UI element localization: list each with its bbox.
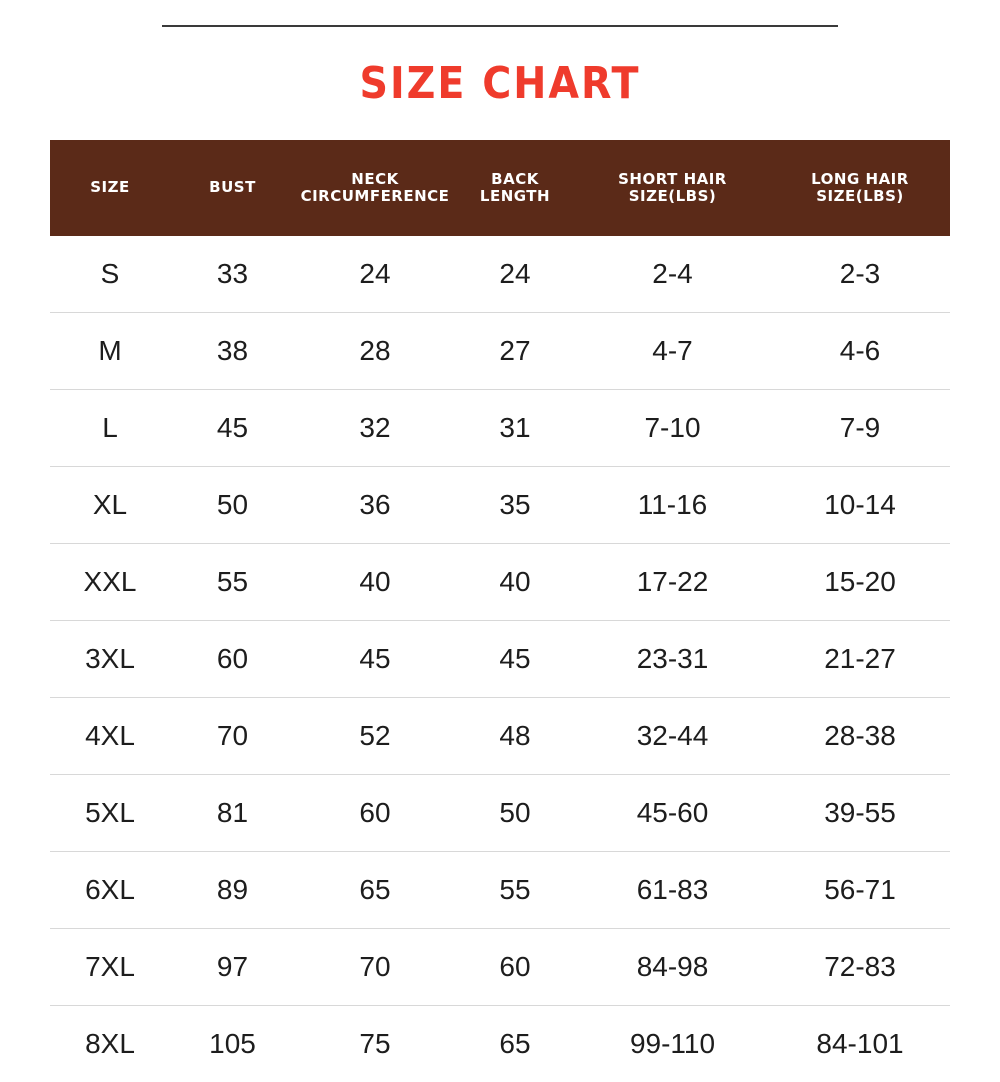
page-title: SIZE CHART [0, 58, 1000, 109]
cell-long_hair: 28-38 [770, 698, 950, 775]
table-row [50, 467, 950, 544]
cell-short_hair: 11-16 [575, 467, 770, 544]
cell-long_hair: 2-3 [770, 236, 950, 313]
cell-bust: 60 [170, 621, 295, 698]
cell-bust: 45 [170, 390, 295, 467]
cell-long_hair: 84-101 [770, 1006, 950, 1082]
cell-neck: 45 [295, 621, 455, 698]
cell-bust: 105 [170, 1006, 295, 1082]
column-header-short_hair [575, 140, 770, 236]
cell-neck: 28 [295, 313, 455, 390]
column-header-line: SIZE(LBS) [577, 188, 768, 205]
cell-size: 6XL [50, 852, 170, 929]
cell-bust: 70 [170, 698, 295, 775]
cell-size: S [50, 236, 170, 313]
column-header-line: LONG HAIR [772, 171, 948, 188]
column-header-line: LENGTH [457, 188, 573, 205]
cell-size: XL [50, 467, 170, 544]
cell-short_hair: 45-60 [575, 775, 770, 852]
cell-back: 45 [455, 621, 575, 698]
cell-size: XXL [50, 544, 170, 621]
cell-back: 50 [455, 775, 575, 852]
top-divider [162, 25, 838, 27]
cell-back: 27 [455, 313, 575, 390]
cell-back: 55 [455, 852, 575, 929]
table-row [50, 775, 950, 852]
table-row [50, 621, 950, 698]
table-header-row [50, 140, 950, 236]
cell-back: 24 [455, 236, 575, 313]
cell-back: 40 [455, 544, 575, 621]
cell-size: 5XL [50, 775, 170, 852]
cell-long_hair: 10-14 [770, 467, 950, 544]
cell-size: 4XL [50, 698, 170, 775]
cell-size: 7XL [50, 929, 170, 1006]
column-header-line: CIRCUMFERENCE [297, 188, 453, 205]
cell-short_hair: 84-98 [575, 929, 770, 1006]
cell-bust: 89 [170, 852, 295, 929]
cell-back: 35 [455, 467, 575, 544]
cell-long_hair: 39-55 [770, 775, 950, 852]
column-header-line: BACK [457, 171, 573, 188]
table-row [50, 929, 950, 1006]
table-row [50, 852, 950, 929]
cell-long_hair: 21-27 [770, 621, 950, 698]
cell-bust: 81 [170, 775, 295, 852]
cell-back: 31 [455, 390, 575, 467]
cell-short_hair: 17-22 [575, 544, 770, 621]
cell-neck: 40 [295, 544, 455, 621]
cell-size: 3XL [50, 621, 170, 698]
cell-neck: 75 [295, 1006, 455, 1082]
cell-size: L [50, 390, 170, 467]
cell-neck: 70 [295, 929, 455, 1006]
table-row [50, 390, 950, 467]
column-header-line: SIZE(LBS) [772, 188, 948, 205]
table-row [50, 544, 950, 621]
cell-back: 65 [455, 1006, 575, 1082]
cell-long_hair: 7-9 [770, 390, 950, 467]
column-header-line: SHORT HAIR [577, 171, 768, 188]
cell-short_hair: 32-44 [575, 698, 770, 775]
cell-neck: 32 [295, 390, 455, 467]
cell-back: 48 [455, 698, 575, 775]
column-header-back [455, 140, 575, 236]
cell-bust: 55 [170, 544, 295, 621]
size-chart-table [50, 140, 950, 1082]
cell-short_hair: 2-4 [575, 236, 770, 313]
cell-bust: 38 [170, 313, 295, 390]
cell-short_hair: 4-7 [575, 313, 770, 390]
cell-long_hair: 56-71 [770, 852, 950, 929]
column-header-bust [170, 140, 295, 236]
cell-short_hair: 23-31 [575, 621, 770, 698]
cell-short_hair: 7-10 [575, 390, 770, 467]
column-header-line: SIZE [52, 179, 168, 196]
table-row [50, 236, 950, 313]
cell-back: 60 [455, 929, 575, 1006]
cell-long_hair: 15-20 [770, 544, 950, 621]
cell-long_hair: 72-83 [770, 929, 950, 1006]
table-row [50, 698, 950, 775]
cell-bust: 50 [170, 467, 295, 544]
table-header [50, 140, 950, 236]
table-row [50, 313, 950, 390]
cell-bust: 97 [170, 929, 295, 1006]
cell-neck: 60 [295, 775, 455, 852]
cell-size: M [50, 313, 170, 390]
cell-bust: 33 [170, 236, 295, 313]
cell-neck: 36 [295, 467, 455, 544]
column-header-neck [295, 140, 455, 236]
table-body [50, 236, 950, 1082]
cell-size: 8XL [50, 1006, 170, 1082]
cell-neck: 24 [295, 236, 455, 313]
table-row [50, 1006, 950, 1082]
cell-long_hair: 4-6 [770, 313, 950, 390]
column-header-line: NECK [297, 171, 453, 188]
cell-neck: 65 [295, 852, 455, 929]
cell-neck: 52 [295, 698, 455, 775]
cell-short_hair: 99-110 [575, 1006, 770, 1082]
column-header-line: BUST [172, 179, 293, 196]
column-header-long_hair [770, 140, 950, 236]
column-header-size [50, 140, 170, 236]
cell-short_hair: 61-83 [575, 852, 770, 929]
size-chart-table-container [50, 140, 950, 1082]
